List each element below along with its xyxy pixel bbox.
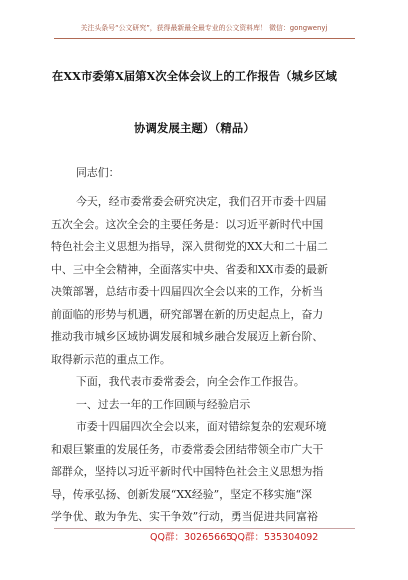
section-heading: 一、过去一年的工作回顾与经验启示 (76, 398, 251, 411)
paragraph-line: 决策部署，总结市委十四届四次全会以来的工作，分析当 (51, 285, 324, 298)
paragraph-line: 今天，经市委常委会研究决定，我们召开市委十四届 (76, 195, 327, 208)
document-title-line-1: 在XX市委第X届第X次全体会议上的工作报告（城乡区域 (52, 69, 337, 83)
footer-qq-group-2: QQ群：535304092 (230, 532, 319, 543)
document-title-line-2: 协调发展主题）（精品） (134, 121, 255, 135)
paragraph-line: 下面，我代表市委常委会，向全会作工作报告。 (76, 375, 305, 388)
footer (54, 531, 355, 545)
paragraph-line: 五次全会。这次全会的主要任务是：以习近平新时代中国 (51, 218, 324, 231)
paragraph-line: 学争优、敢为争先、实干争效”行动，勇当促进共同富裕 (51, 510, 318, 523)
paragraph-line: 前面临的形势与机遇，研究部署在新的历史起点上，奋力 (51, 308, 324, 321)
header-divider (54, 38, 355, 39)
paragraph-line: 中、三中全会精神，全面落实中央、省委和XX市委的最新 (51, 263, 328, 276)
paragraph-line: 特色社会主义思想为指导，深入贯彻党的XX大和二十届二 (51, 240, 328, 253)
paragraph-line: 市委十四届四次全会以来，面对错综复杂的宏观环境 (76, 420, 327, 433)
salutation: 同志们： (76, 166, 120, 179)
paragraph-line: 导，传承弘扬、创新发展“XX经验”，坚定不移实施“深 (51, 488, 312, 501)
paragraph-line: 取得新示范的重点工作。 (51, 353, 171, 366)
footer-qq-group-1: QQ群：30265665 (150, 532, 233, 543)
paragraph-line: 部群众，坚持以习近平新时代中国特色社会主义思想为指 (51, 465, 324, 478)
footer-divider (54, 528, 355, 529)
header-notice: 关注头条号“公文研究”，获得最新最全最专业的公文资料库！ 微信：gongwenyj (80, 24, 328, 32)
paragraph-line: 推动我市城乡区域协调发展和城乡融合发展迈上新台阶、 (51, 330, 324, 343)
paragraph-line: 和艰巨繁重的发展任务，市委常委会团结带领全市广大干 (51, 443, 324, 456)
